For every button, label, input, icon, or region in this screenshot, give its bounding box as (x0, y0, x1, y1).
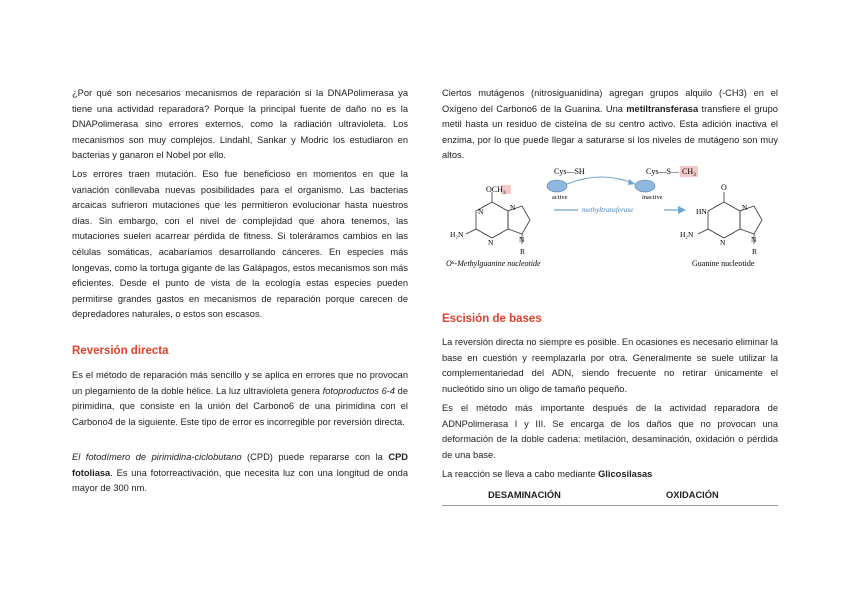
atom-n3-left: N (488, 238, 494, 247)
mutagen-paragraph: Ciertos mutágenos (nitrosiguanidina) agregan grupos alquilo (-CH3) en el Oxígeno del Carbono6 de la Guanina. Una metiltransferasa transfiere el grupo metil hasta un residuo de cisteína de su centro activo. Esta adición inactiva el enzima, por lo que puede llegar a saturarse si los niveles de mutágeno son muy altos. (442, 88, 778, 161)
active-enzyme-shape (547, 180, 567, 192)
atom-n3-right: N (720, 238, 726, 247)
r-right: R (752, 247, 758, 256)
cys-s-label: Cys—S— (646, 167, 679, 176)
glycosylase-paragraph: La reacción se lleva a cabo mediante Glicosilasas (442, 469, 653, 479)
h2n-left: H₂N (450, 230, 464, 239)
heading-escision-bases: Escisión de bases (442, 313, 542, 325)
mutation-paragraph: Los errores traen mutación. Eso fue beneficioso en momentos en que la variación conllevaba nuevas posibilidades para el organismo. Las bacterias arcaicas sufrieron mutaciones que les permitieron evolucionar hasta nuestros días. Sin embargo, con el nivel de complejidad que ahora tenemos, las mutaciones suelen acarrear pérdida de fitness. Si toleráramos cambios en las células somáticas, acabaríamos desarrollando cánceres. En especies más longevas, como la tortuga gigante de las Galápagos, estos mecanismos son más eficientes. Desde el punto de vista de la ecología estas especies pueden permitirse grandes gastos en mecanismos de reparación porque carecen de depredadores naturales, o estos son escasos. (72, 169, 408, 320)
reaction-arrowhead (678, 206, 686, 214)
reversion-paragraph: Es el método de reparación más sencillo y se aplica en errores que no provocan un plegamiento de la doble hélice. La luz ultravioleta genera fotoproductos 6-4 de pirimidina, que consiste en la unión del Carbono6 de una pirimidina con el Carbono4 de la siguiente. Este tipo de error es incorregible por reversión directa. (72, 370, 408, 427)
och3-label: $OCH_3$ (486, 185, 506, 196)
atom-o-right: O (721, 183, 727, 192)
methyltransferase-label: methyltransferase (582, 206, 634, 214)
methylguanine-caption: O⁶-Methylguanine nucleotide (446, 259, 541, 268)
inactive-enzyme-shape (635, 180, 655, 192)
transfer-curve-arrow (567, 177, 635, 184)
r-left: R (520, 247, 526, 256)
atom-n7-right: N (742, 203, 748, 212)
atom-n7-left: N (510, 203, 516, 212)
table-col-oxidacion: OXIDACIÓN (666, 490, 719, 500)
damage-table-header (442, 489, 778, 506)
excision-importance-paragraph: Es el método más importante después de la actividad reparadora de ADNPolimerasa I y III. Se encarga de los daños que no provocan una deformación de la doble cadena: metilación, desaminación, oxidación o pérdida de una base. (442, 403, 778, 460)
heading-reversion-directa: Reversión directa (72, 345, 169, 357)
intro-paragraph: ¿Por qué son necesarios mecanismos de reparación si la DNAPolimerasa ya tiene una actividad reparadora? Porque la principal fuente de daño no es la DNAPolimerasa sino errores externos, como la radiación ultravioleta. Los mecanismos son muy complejos. Lindahl, Sankar y Modric los estudiaron en bacterias y ganaron el Nobel por ello. (72, 88, 408, 161)
atom-n9-right: N (751, 235, 757, 244)
atom-n9-left: N (519, 235, 525, 244)
ch3-label: $CH_3$ (682, 167, 696, 178)
cys-sh-label: Cys—SH (554, 167, 585, 176)
active-label: active (552, 194, 568, 201)
table-col-desaminacion: DESAMINACIÓN (488, 490, 561, 500)
h2n-right: H₂N (680, 230, 694, 239)
hn-right: HN (696, 207, 707, 216)
guanine-caption: Guanine nucleotide (692, 259, 755, 268)
curve-arrowhead (628, 179, 635, 185)
excision-paragraph: La reversión directa no siempre es posible. En ocasiones es necesario eliminar la base en cuestión y reemplazarla por otra. Generalmente se suele utilizar la complementariedad del ADN, siendo frecuente no retirar únicamente el nucleótido sino un oligo de tamaño pequeño. (442, 337, 778, 394)
inactive-label: inactive (642, 194, 663, 201)
methyltransferase-diagram (442, 162, 778, 270)
cpd-paragraph: El fotodímero de pirimidina-ciclobutano (CPD) puede repararse con la CPD fotoliasa. Es una fotorreactivación, que necesita luz con una longitud de onda mayor de 300 nm. (72, 452, 408, 494)
atom-n1-left: N (478, 207, 484, 216)
